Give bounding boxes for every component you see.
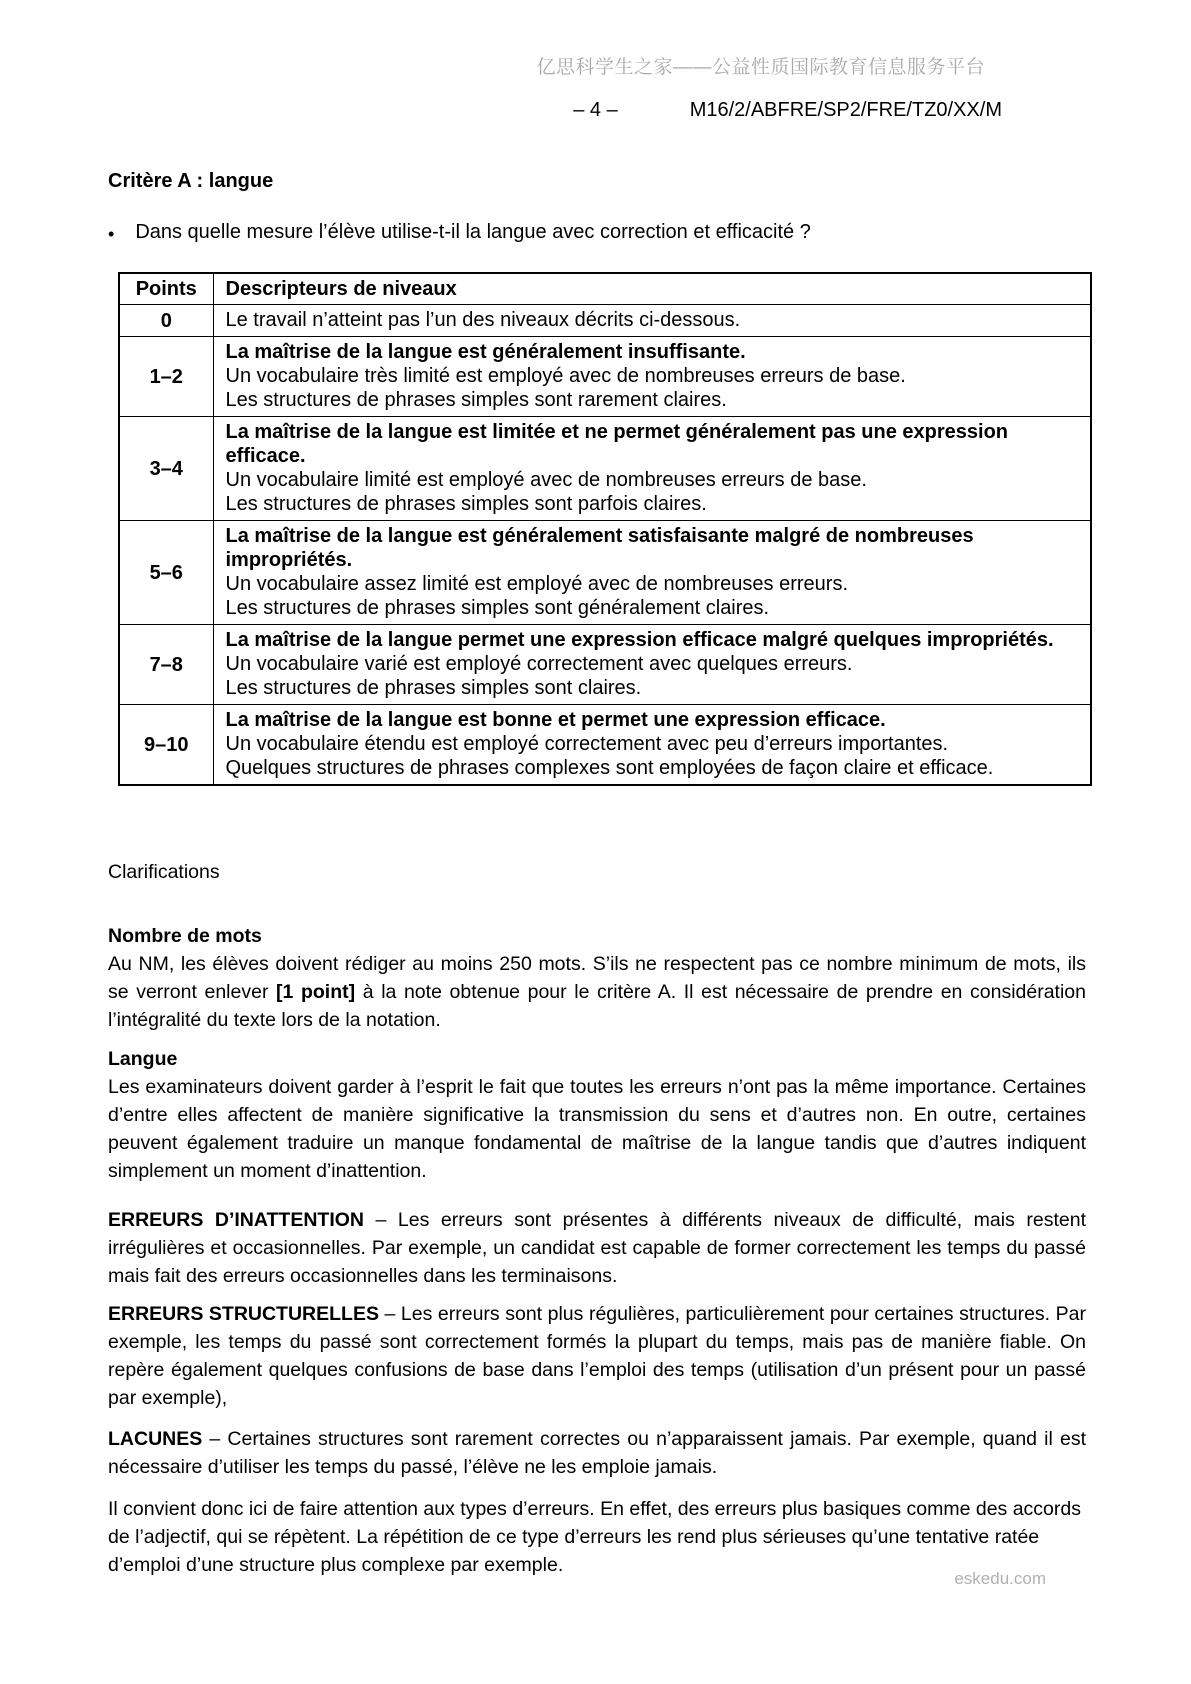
descriptor-line: Un vocabulaire étendu est employé correctement avec peu d’erreurs importantes.: [225, 733, 949, 755]
word-count-text-after: à la note obtenue pour le critère A. Il est nécessaire de prendre en considération l’intégralité du texte lors de la notation.: [108, 981, 1086, 1031]
guiding-question-text: Dans quelle mesure l’élève utilise-t-il la langue avec correction et efficacité ?: [135, 221, 811, 243]
criterion-title: Critère A : langue: [108, 170, 274, 192]
rubric-row-1-2: [119, 337, 1091, 417]
langue-section: [108, 1045, 1086, 1185]
descriptor-line: Un vocabulaire limité est employé avec de nombreuses erreurs de base.: [225, 469, 867, 491]
word-count-paragraph: [108, 950, 1086, 1034]
descriptor-title: La maîtrise de la langue permet une expression efficace malgré quelques impropriétés.: [225, 629, 1054, 651]
descriptor-line: Quelques structures de phrases complexes sont employées de façon claire et efficace.: [225, 757, 994, 779]
descriptor-title: La maîtrise de la langue est généralement insuffisante.: [225, 341, 746, 363]
lacunes-paragraph: [108, 1425, 1086, 1481]
rubric-row-0: [119, 305, 1091, 337]
descriptor-line: Un vocabulaire assez limité est employé avec de nombreuses erreurs.: [225, 573, 849, 595]
descriptor-line: Les structures de phrases simples sont rarement claires.: [225, 389, 727, 411]
descriptor-title: La maîtrise de la langue est bonne et permet une expression efficace.: [225, 709, 886, 731]
rubric-row-3-4: [119, 417, 1091, 521]
descriptor-line: Un vocabulaire très limité est employé avec de nombreuses erreurs de base.: [225, 365, 906, 387]
word-count-heading: Nombre de mots: [108, 925, 262, 947]
points-cell: 1–2: [119, 337, 213, 417]
word-count-text-before: Au NM, les élèves doivent rédiger au moins 250 mots. S’ils ne respectent pas ce nombre minimum de mots, ils se verront enlever: [108, 953, 1086, 1003]
bullet-icon: •: [108, 224, 115, 244]
carelessness-paragraph: [108, 1206, 1086, 1290]
descriptor-cell: [213, 625, 1091, 705]
descriptor-cell: [213, 305, 1091, 337]
descriptor-cell: [213, 521, 1091, 625]
points-column-header: Points: [119, 273, 213, 305]
structural-label: ERREURS STRUCTURELLES: [108, 1303, 379, 1325]
structural-text: – Les erreurs sont plus régulières, particulièrement pour certaines structures. Par exemple, les temps du passé sont correctement formés la plupart du temps, mais pas de manière fiable. On repère également quelques confusions de base dans l’emploi des temps (utilisation d’un présent pour un passé par exemple),: [108, 1303, 1086, 1409]
conclusion-paragraph: Il convient donc ici de faire attention aux types d’erreurs. En effet, des erreurs plus basiques comme des accords de l’adjectif, qui se répètent. La répétition de ce type d’erreurs les rend plus sérieuses qu’une tentative ratée d’emploi d’une structure plus complexe par exemple.: [108, 1498, 1081, 1576]
langue-heading: Langue: [108, 1048, 178, 1070]
descriptor-line: Les structures de phrases simples sont généralement claires.: [225, 597, 770, 619]
top-watermark: 亿思科学生之家——公益性质国际教育信息服务平台: [536, 57, 985, 78]
structural-paragraph: [108, 1300, 1086, 1412]
word-count-section: [108, 922, 1086, 1034]
rubric-row-5-6: [119, 521, 1091, 625]
descriptor-line: Les structures de phrases simples sont claires.: [225, 677, 642, 699]
page-number: – 4 –: [573, 99, 618, 121]
lacunes-label: LACUNES: [108, 1428, 203, 1450]
carelessness-label: ERREURS D’INATTENTION: [108, 1209, 365, 1231]
clarifications-title: Clarifications: [108, 861, 220, 883]
descriptor-title: La maîtrise de la langue est limitée et ne permet généralement pas une expression efficace.: [225, 421, 1009, 467]
rubric-table: [118, 272, 1092, 786]
descriptor-line: Les structures de phrases simples sont parfois claires.: [225, 493, 707, 515]
points-cell: 7–8: [119, 625, 213, 705]
descriptor-line: Un vocabulaire varié est employé correctement avec quelques erreurs.: [225, 653, 853, 675]
descriptor-title: La maîtrise de la langue est généralement satisfaisante malgré de nombreuses impropriétés.: [225, 525, 974, 571]
paper-code: M16/2/ABFRE/SP2/FRE/TZ0/XX/M: [689, 99, 1002, 121]
langue-paragraph: Les examinateurs doivent garder à l’esprit le fait que toutes les erreurs n’ont pas la même importance. Certaines d’entre elles affectent de manière significative la transmission du sens et d’autres non. En outre, certaines peuvent également traduire un manque fondamental de maîtrise de la langue tandis que d’autres indiquent simplement un moment d’inattention.: [108, 1076, 1086, 1182]
rubric-row-7-8: [119, 625, 1091, 705]
descriptors-column-header: Descripteurs de niveaux: [213, 273, 1091, 305]
word-count-penalty: [1 point]: [276, 981, 356, 1003]
carelessness-text: – Les erreurs sont présentes à différents niveaux de difficulté, mais restent irrégulières et occasionnelles. Par exemple, un candidat est capable de former correctement les temps du passé mais fait des erreurs occasionnelles dans les terminaisons.: [108, 1209, 1086, 1287]
rubric-row-9-10: [119, 705, 1091, 786]
points-cell: 5–6: [119, 521, 213, 625]
guiding-question: [108, 221, 1088, 247]
bottom-watermark: eskedu.com: [954, 1569, 1046, 1588]
descriptor-cell: [213, 337, 1091, 417]
rubric-header-row: [119, 273, 1091, 305]
points-cell: 3–4: [119, 417, 213, 521]
descriptor-line: Le travail n’atteint pas l’un des niveaux décrits ci-dessous.: [225, 309, 741, 331]
lacunes-text: – Certaines structures sont rarement correctes ou n’apparaissent jamais. Par exemple, quand il est nécessaire d’utiliser les temps du passé, l’élève ne les emploie jamais.: [108, 1428, 1086, 1478]
descriptor-cell: [213, 705, 1091, 786]
points-cell: 9–10: [119, 705, 213, 786]
points-cell: 0: [119, 305, 213, 337]
descriptor-cell: [213, 417, 1091, 521]
